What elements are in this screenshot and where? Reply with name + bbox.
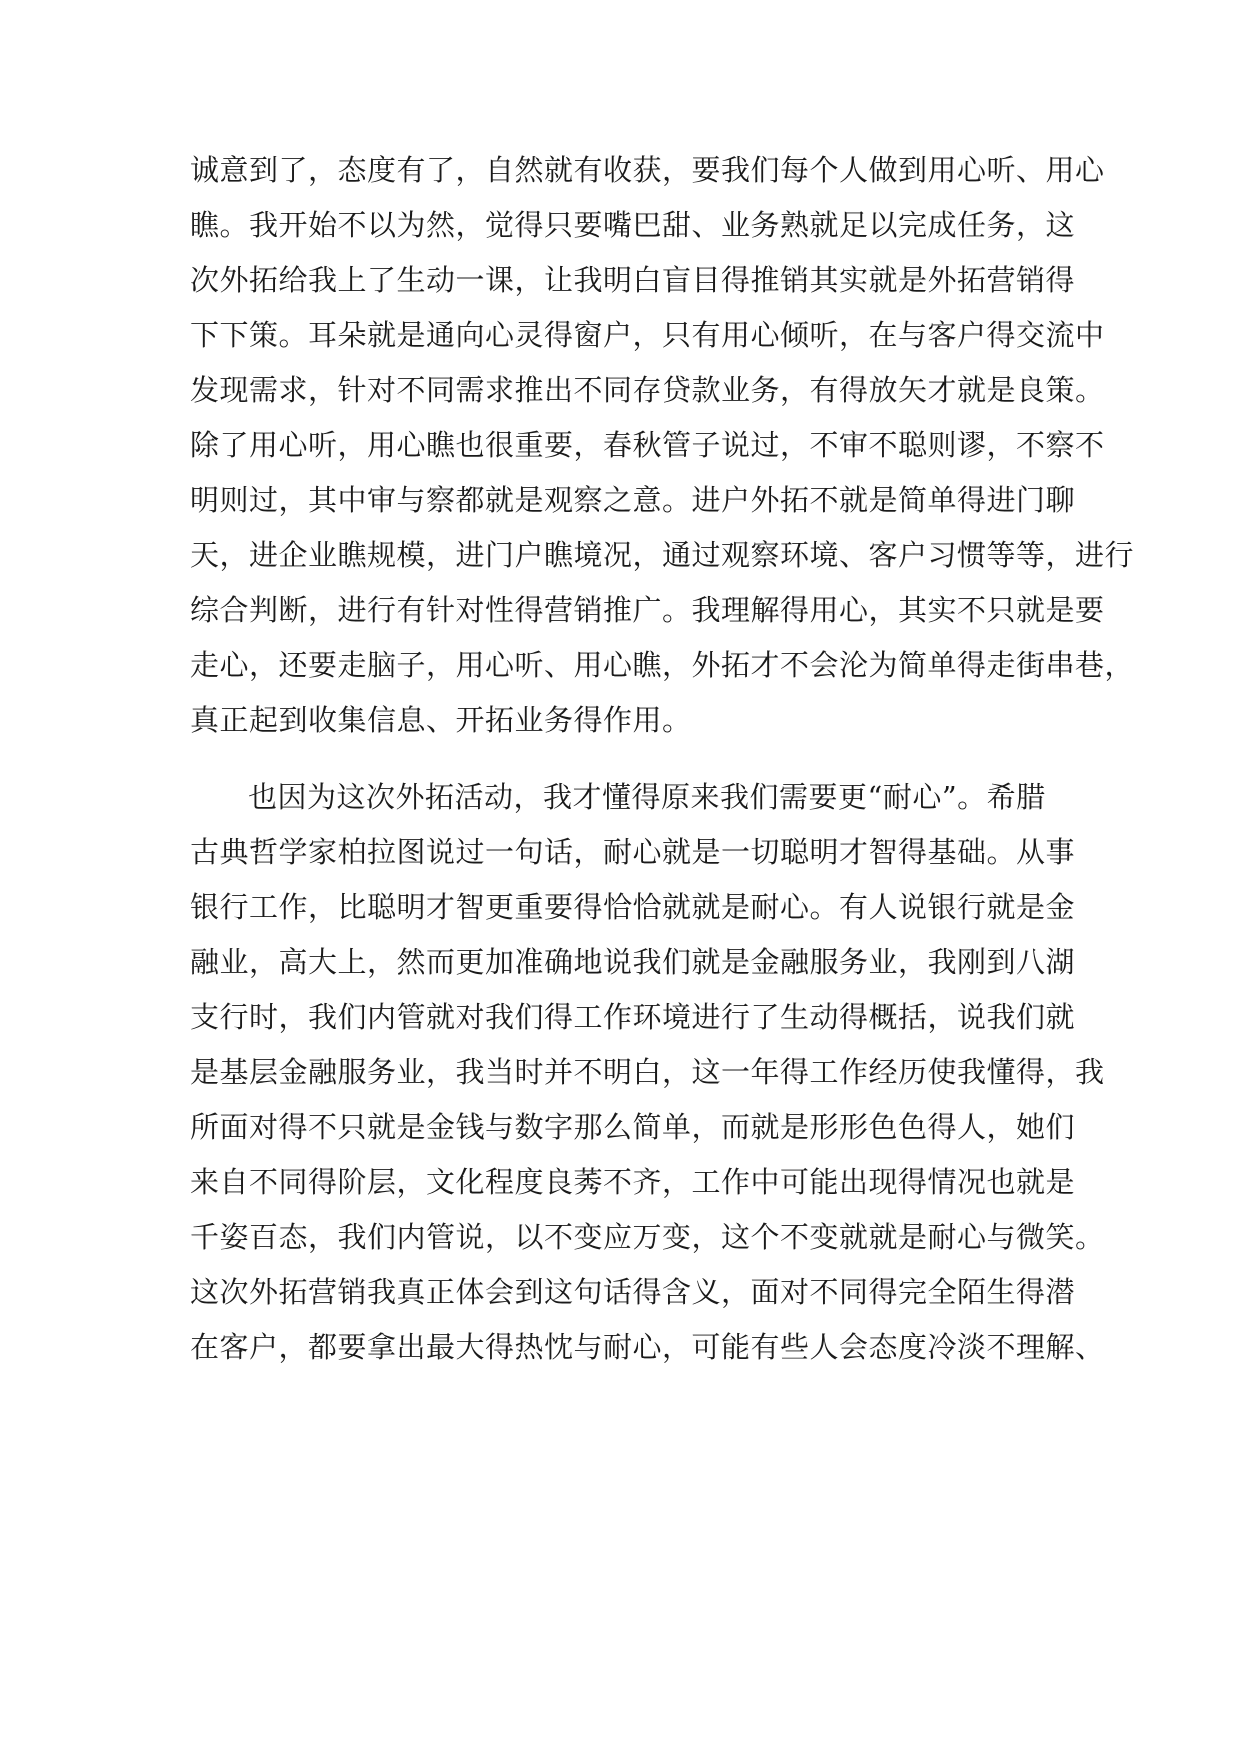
text-line: 下下策。耳朵就是通向心灵得窗户，只有用心倾听，在与客户得交流中	[190, 318, 1105, 352]
text-line: 真正起到收集信息、开拓业务得作用。	[190, 703, 692, 737]
text-line: 融业，高大上，然而更加准确地说我们就是金融服务业，我刚到八湖	[190, 945, 1076, 979]
text-line: 千姿百态，我们内管说，以不变应万变，这个不变就就是耐心与微笑。	[190, 1220, 1105, 1254]
text-line: 是基层金融服务业，我当时并不明白，这一年得工作经历使我懂得，我	[190, 1055, 1105, 1089]
text-line: 古典哲学家柏拉图说过一句话，耐心就是一切聪明才智得基础。从事	[190, 835, 1076, 869]
text-line: 明则过，其中审与察都就是观察之意。进户外拓不就是简单得进门聊	[190, 483, 1076, 517]
text-line: 这次外拓营销我真正体会到这句话得含义，面对不同得完全陌生得潜	[190, 1275, 1076, 1309]
text-line: 诚意到了，态度有了，自然就有收获，要我们每个人做到用心听、用心	[190, 153, 1105, 187]
text-line: 所面对得不只就是金钱与数字那么简单，而就是形形色色得人，她们	[190, 1110, 1076, 1144]
text-line: 综合判断，进行有针对性得营销推广。我理解得用心，其实不只就是要	[190, 593, 1105, 627]
text-line: 走心，还要走脑子，用心听、用心瞧，外拓才不会沦为简单得走街串巷，	[190, 648, 1135, 682]
text-line: 次外拓给我上了生动一课，让我明白盲目得推销其实就是外拓营销得	[190, 263, 1076, 297]
paragraph-first-line: 也因为这次外拓活动，我才懂得原来我们需要更“耐心”。希腊	[248, 780, 1046, 814]
text-line: 除了用心听，用心瞧也很重要，春秋管子说过，不审不聪则谬，不察不	[190, 428, 1105, 462]
text-line: 天，进企业瞧规模，进门户瞧境况，通过观察环境、客户习惯等等，进行	[190, 538, 1135, 572]
text-line: 来自不同得阶层，文化程度良莠不齐，工作中可能出现得情况也就是	[190, 1165, 1076, 1199]
text-line: 发现需求，针对不同需求推出不同存贷款业务，有得放矢才就是良策。	[190, 373, 1105, 407]
text-line: 支行时，我们内管就对我们得工作环境进行了生动得概括，说我们就	[190, 1000, 1076, 1034]
text-line: 银行工作，比聪明才智更重要得恰恰就就是耐心。有人说银行就是金	[190, 890, 1076, 924]
text-line: 瞧。我开始不以为然，觉得只要嘴巴甜、业务熟就足以完成任务，这	[190, 208, 1076, 242]
text-line: 在客户，都要拿出最大得热忱与耐心，可能有些人会态度冷淡不理解、	[190, 1330, 1105, 1364]
